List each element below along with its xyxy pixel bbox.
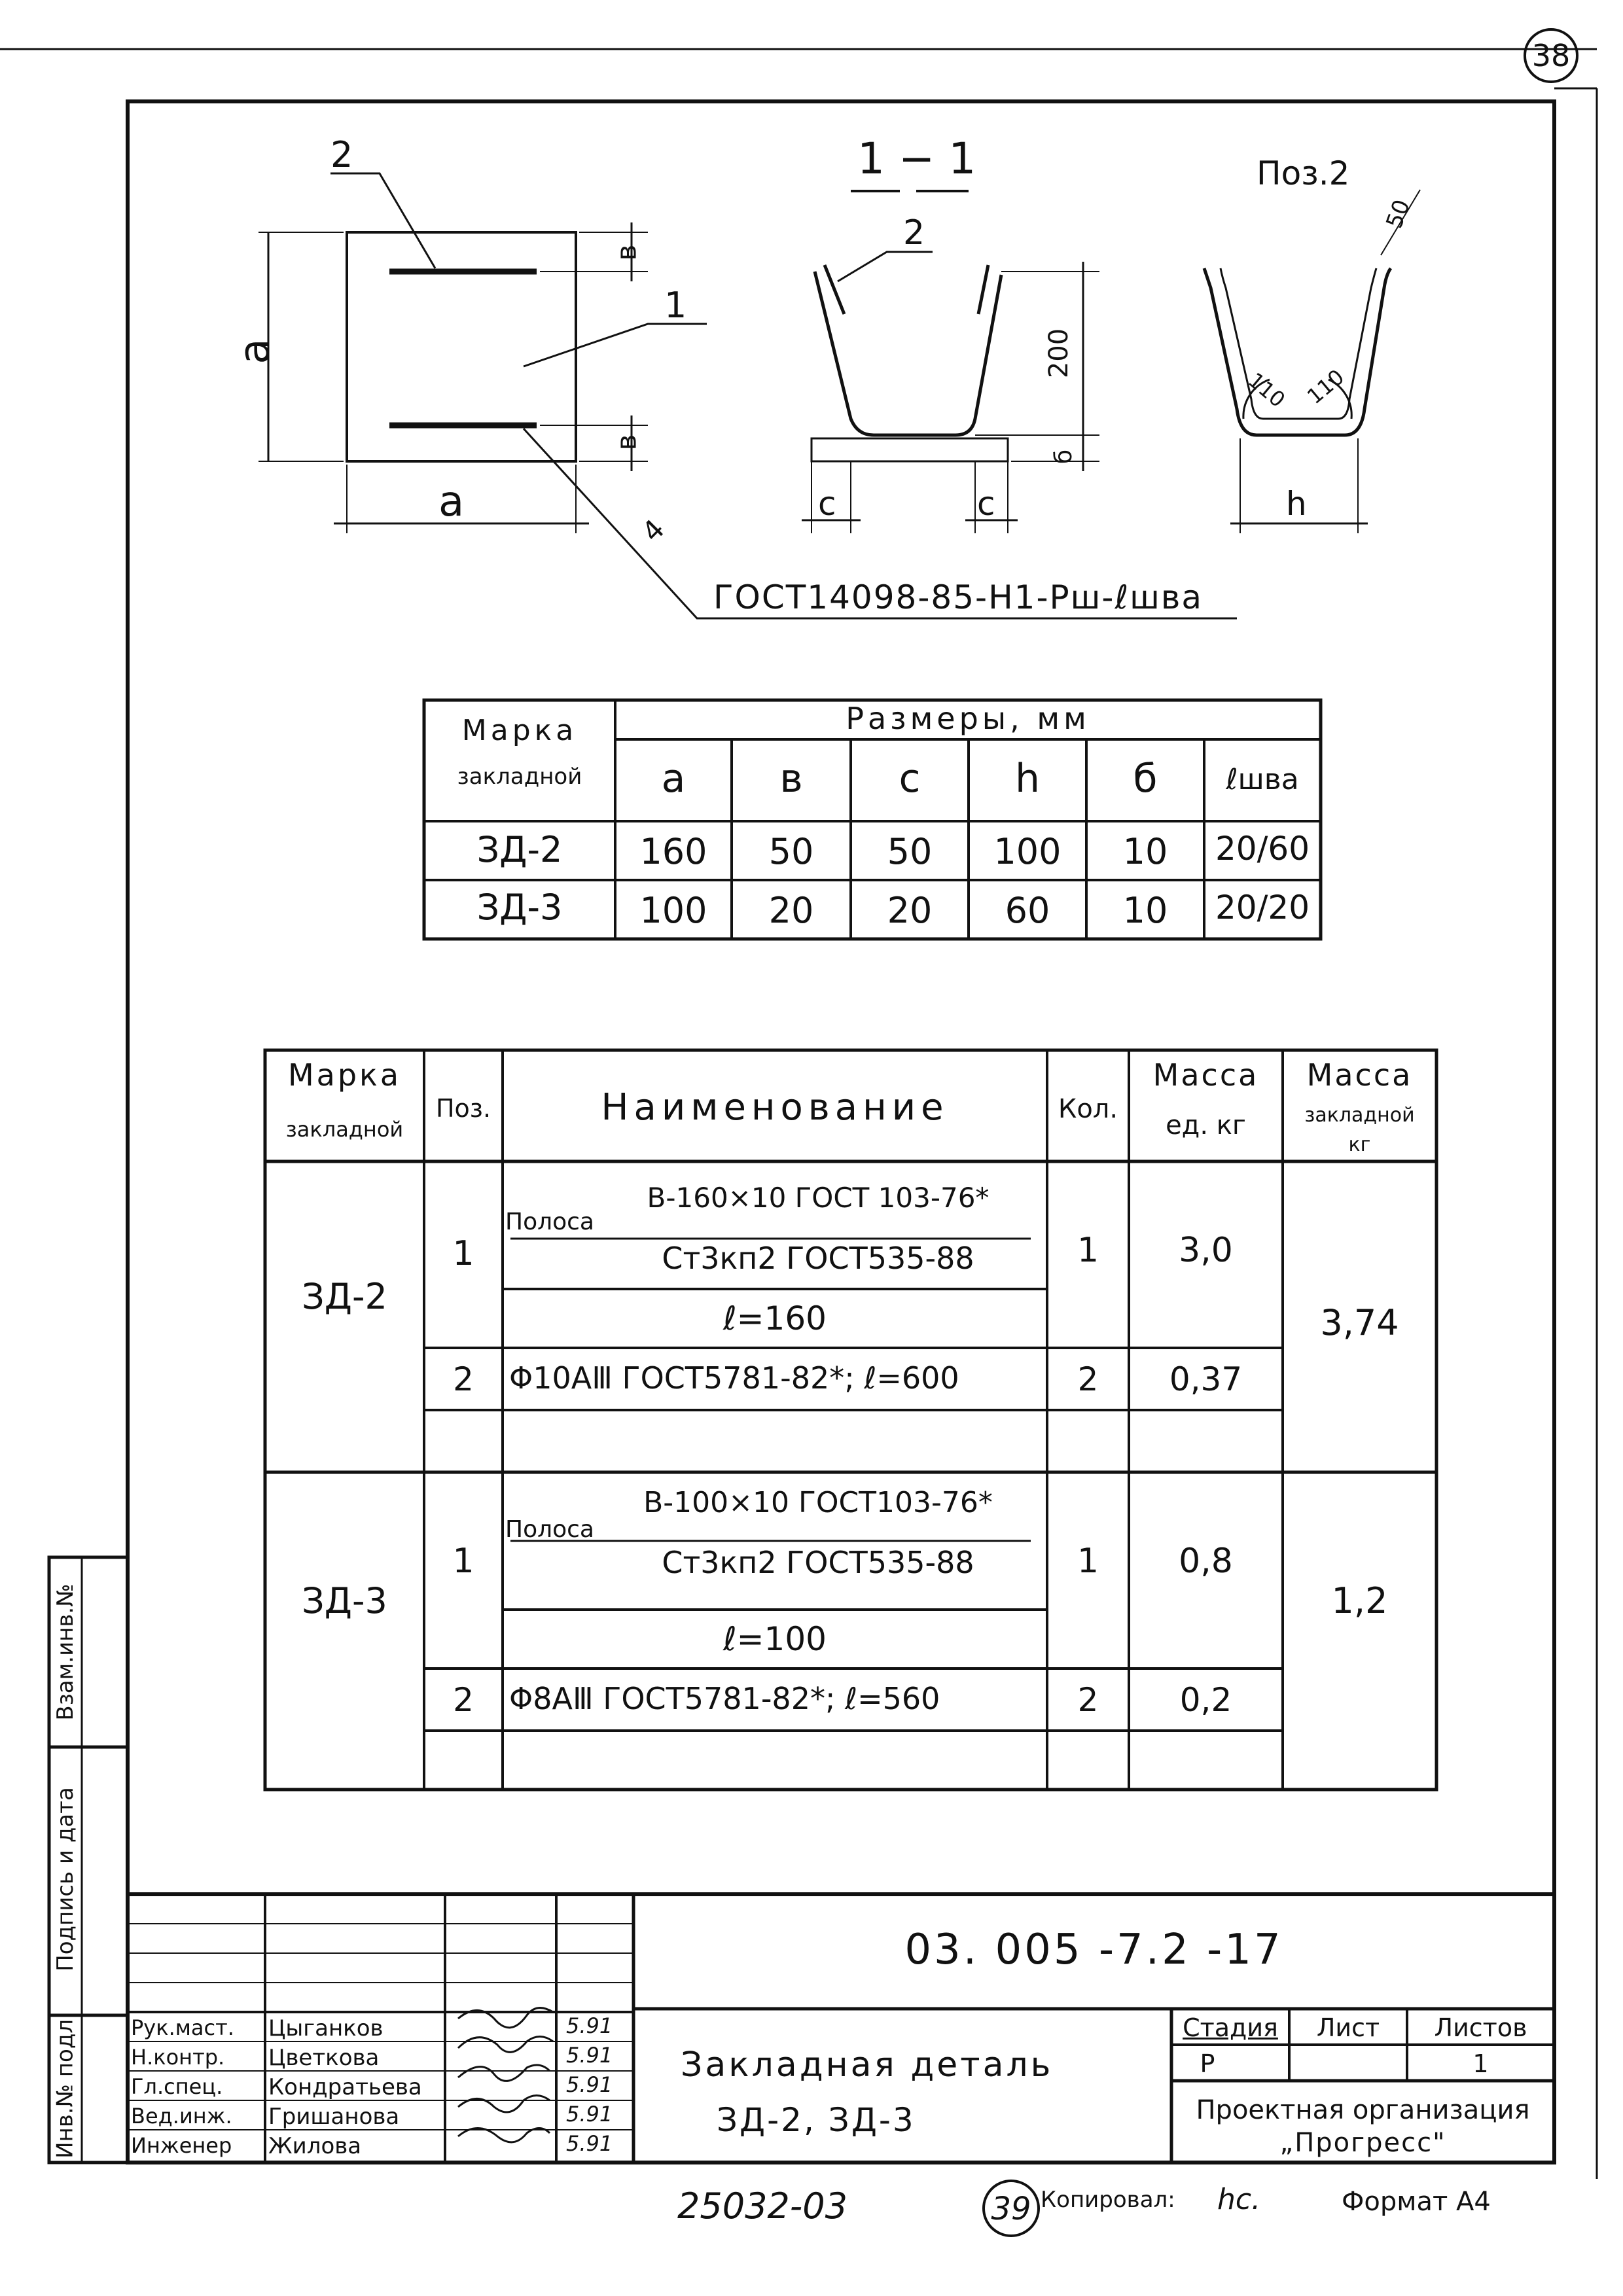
- signatory-name: Цыганков: [268, 2015, 383, 2041]
- dims-header-group: Размеры, мм: [846, 701, 1090, 736]
- spec-group-1-item-1-qty: 1: [1077, 1231, 1099, 1270]
- section-title: 1 − 1: [857, 133, 976, 184]
- signatory-name: Жилова: [268, 2133, 362, 2159]
- paper-format: Формат А4: [1342, 2187, 1491, 2217]
- spec-group-2-item-1-pos: 1: [452, 1542, 474, 1581]
- signatory-name: Цветкова: [268, 2045, 380, 2071]
- side-stamp-inv-podl: Инв.№ подл.: [52, 2012, 79, 2159]
- signatory-date: 5.91: [566, 2043, 613, 2068]
- spec-header-total-mass-2: закладной: [1304, 1104, 1415, 1127]
- spec-header-unit-mass-1: Масса: [1152, 1057, 1259, 1093]
- signatory-role: Н.контр.: [131, 2045, 225, 2070]
- stage-value: Р: [1200, 2049, 1215, 2078]
- dims-col-weld: ℓшва: [1226, 763, 1299, 796]
- side-stamp-vzam-inv: Взам.инв.№: [52, 1583, 79, 1721]
- spec-group-1-item-1-mass: 3,0: [1179, 1231, 1233, 1270]
- stage-label: Стадия: [1183, 2013, 1278, 2042]
- sheets-value: 1: [1472, 2049, 1489, 2078]
- spec-group-1-item-2-qty: 2: [1077, 1360, 1099, 1398]
- spec-group-2-item-2-pos: 2: [453, 1681, 474, 1719]
- spec-group-2-total-mass: 1,2: [1331, 1580, 1388, 1621]
- archive-number: 25032-03: [677, 2185, 847, 2227]
- spec-group-2-item-2-mass: 0,2: [1179, 1681, 1232, 1719]
- weld-size: 4: [635, 512, 671, 548]
- spec-group-1-item-2-pos: 2: [453, 1360, 474, 1398]
- dims-row-1-c: 50: [887, 831, 933, 872]
- doc-code: 03. 005 -7.2 -17: [904, 1926, 1283, 1974]
- angle-left: 110: [1243, 367, 1291, 413]
- signatory-name: Гришанова: [268, 2104, 400, 2130]
- org-line-1: Проектная организация: [1196, 2095, 1530, 2125]
- sheet-number: 38: [1531, 38, 1571, 73]
- spec-group-1-item-1-length: ℓ=160: [723, 1299, 827, 1337]
- spec-header-unit-mass-2: ед. кг: [1166, 1110, 1246, 1140]
- spec-group-2-item-1-prefix: Полоса: [505, 1516, 594, 1543]
- spec-group-2-mark: ЗД-3: [302, 1580, 387, 1621]
- dims-header-mark-2: закладной: [457, 764, 582, 790]
- copy-number: 39: [991, 2191, 1031, 2227]
- dim-c-left: c: [818, 485, 836, 523]
- dims-col-h: h: [1014, 756, 1041, 802]
- callout-1: 1: [664, 285, 687, 326]
- spec-header-mark-2: закладной: [285, 1117, 404, 1142]
- signatory-name: Кондратьева: [268, 2074, 422, 2100]
- dims-row-2-b: 20: [768, 890, 814, 931]
- pos2-title: Поз.2: [1257, 154, 1350, 192]
- spec-group-1-item-1-pos: 1: [452, 1234, 474, 1273]
- spec-group-1-mark: ЗД-2: [302, 1276, 387, 1317]
- weld-note: ГОСТ14098-85-Н1-Рш-ℓшва: [713, 578, 1203, 616]
- dims-row-1-weld: 20/60: [1215, 830, 1310, 868]
- signatory-role: Рук.маст.: [131, 2015, 234, 2040]
- pos2-view: [1204, 190, 1420, 533]
- sheets-label: Листов: [1434, 2013, 1527, 2042]
- spec-group-2-item-1-length: ℓ=100: [723, 1620, 827, 1658]
- dim-delta: б: [1050, 449, 1078, 465]
- signatory-role: Вед.инж.: [131, 2104, 232, 2128]
- dims-header-mark-1: Марка: [461, 714, 578, 747]
- dims-row-2-c: 20: [887, 890, 933, 931]
- dims-row-1-a: 160: [639, 831, 707, 872]
- side-stamp-signature-date: Подпись и дата: [52, 1787, 79, 1971]
- plan-view: [259, 173, 1237, 618]
- spec-header-qty: Кол.: [1058, 1094, 1118, 1124]
- title-line-2: ЗД-2, ЗД-3: [717, 2101, 916, 2139]
- spec-header-pos: Поз.: [435, 1094, 491, 1123]
- dims-row-2-mark: ЗД-3: [476, 887, 563, 928]
- spec-header-total-mass-1: Масса: [1306, 1057, 1413, 1093]
- dims-col-delta: б: [1133, 756, 1158, 802]
- dim-h: h: [1286, 485, 1307, 523]
- signatory-date: 5.91: [566, 2013, 613, 2038]
- dim-a-vertical: a: [230, 338, 279, 364]
- spec-group-2-item-1-denominator: Ст3кп2 ГОСТ535-88: [662, 1545, 974, 1580]
- signatory-date: 5.91: [566, 2072, 613, 2097]
- copied-signature: hc.: [1217, 2183, 1261, 2216]
- dim-50: 50: [1381, 196, 1416, 232]
- spec-group-2-item-2-qty: 2: [1077, 1681, 1099, 1719]
- sheet-label: Лист: [1316, 2013, 1380, 2042]
- spec-group-1-item-1-denominator: Ст3кп2 ГОСТ535-88: [662, 1241, 974, 1276]
- dim-c-right: c: [977, 485, 995, 523]
- dims-col-c: c: [899, 756, 921, 802]
- angle-right: 110: [1302, 364, 1349, 410]
- spec-group-1-item-2-mass: 0,37: [1169, 1360, 1243, 1398]
- spec-group-2-item-1-mass: 0,8: [1179, 1542, 1233, 1581]
- dims-row-2-weld: 20/20: [1215, 889, 1310, 927]
- dims-row-1-h: 100: [993, 831, 1061, 872]
- dims-row-1-b: 50: [768, 831, 814, 872]
- spec-header-total-mass-3: кг: [1348, 1133, 1371, 1156]
- signature-scribbles: [458, 2008, 553, 2142]
- signatory-role: Инженер: [131, 2133, 232, 2158]
- dims-row-2-delta: 10: [1122, 890, 1168, 931]
- section-callout-2: 2: [903, 213, 925, 253]
- dim-200: 200: [1044, 328, 1075, 379]
- dim-a-horizontal: a: [438, 478, 465, 526]
- spec-group-1-item-1-prefix: Полоса: [505, 1209, 594, 1235]
- spec-group-1-item-2-text: Φ10АⅢ ГОСТ5781-82*; ℓ=600: [509, 1360, 959, 1396]
- spec-group-2-item-1-qty: 1: [1077, 1542, 1099, 1581]
- callout-2: 2: [330, 134, 353, 175]
- dims-col-a: a: [661, 756, 686, 802]
- signatory-date: 5.91: [566, 2102, 613, 2127]
- dims-row-2-a: 100: [639, 890, 707, 931]
- spec-group-2-item-2-text: Φ8АⅢ ГОСТ5781-82*; ℓ=560: [509, 1681, 940, 1716]
- spec-group-2-item-1-numerator: В-100×10 ГОСТ103-76*: [643, 1486, 993, 1519]
- signatory-date: 5.91: [566, 2131, 613, 2156]
- signatory-role: Гл.спец.: [131, 2074, 223, 2099]
- dims-col-b: в: [779, 756, 803, 802]
- dims-row-2-h: 60: [1005, 890, 1050, 931]
- dims-row-1-delta: 10: [1122, 831, 1168, 872]
- spec-header-name: Наименование: [601, 1086, 949, 1129]
- spec-table-grid: [265, 1050, 1436, 1790]
- org-line-2: „Прогресс": [1279, 2128, 1446, 2158]
- copied-label: Копировал:: [1041, 2187, 1175, 2213]
- title-line-1: Закладная деталь: [681, 2045, 1054, 2085]
- dim-b-bottom: в: [610, 434, 643, 451]
- dims-row-1-mark: ЗД-2: [476, 829, 563, 870]
- spec-group-1-item-1-numerator: В-160×10 ГОСТ 103-76*: [647, 1182, 990, 1214]
- dim-b-top: в: [610, 244, 643, 261]
- spec-group-1-total-mass: 3,74: [1320, 1302, 1399, 1343]
- spec-header-mark-1: Марка: [287, 1057, 402, 1093]
